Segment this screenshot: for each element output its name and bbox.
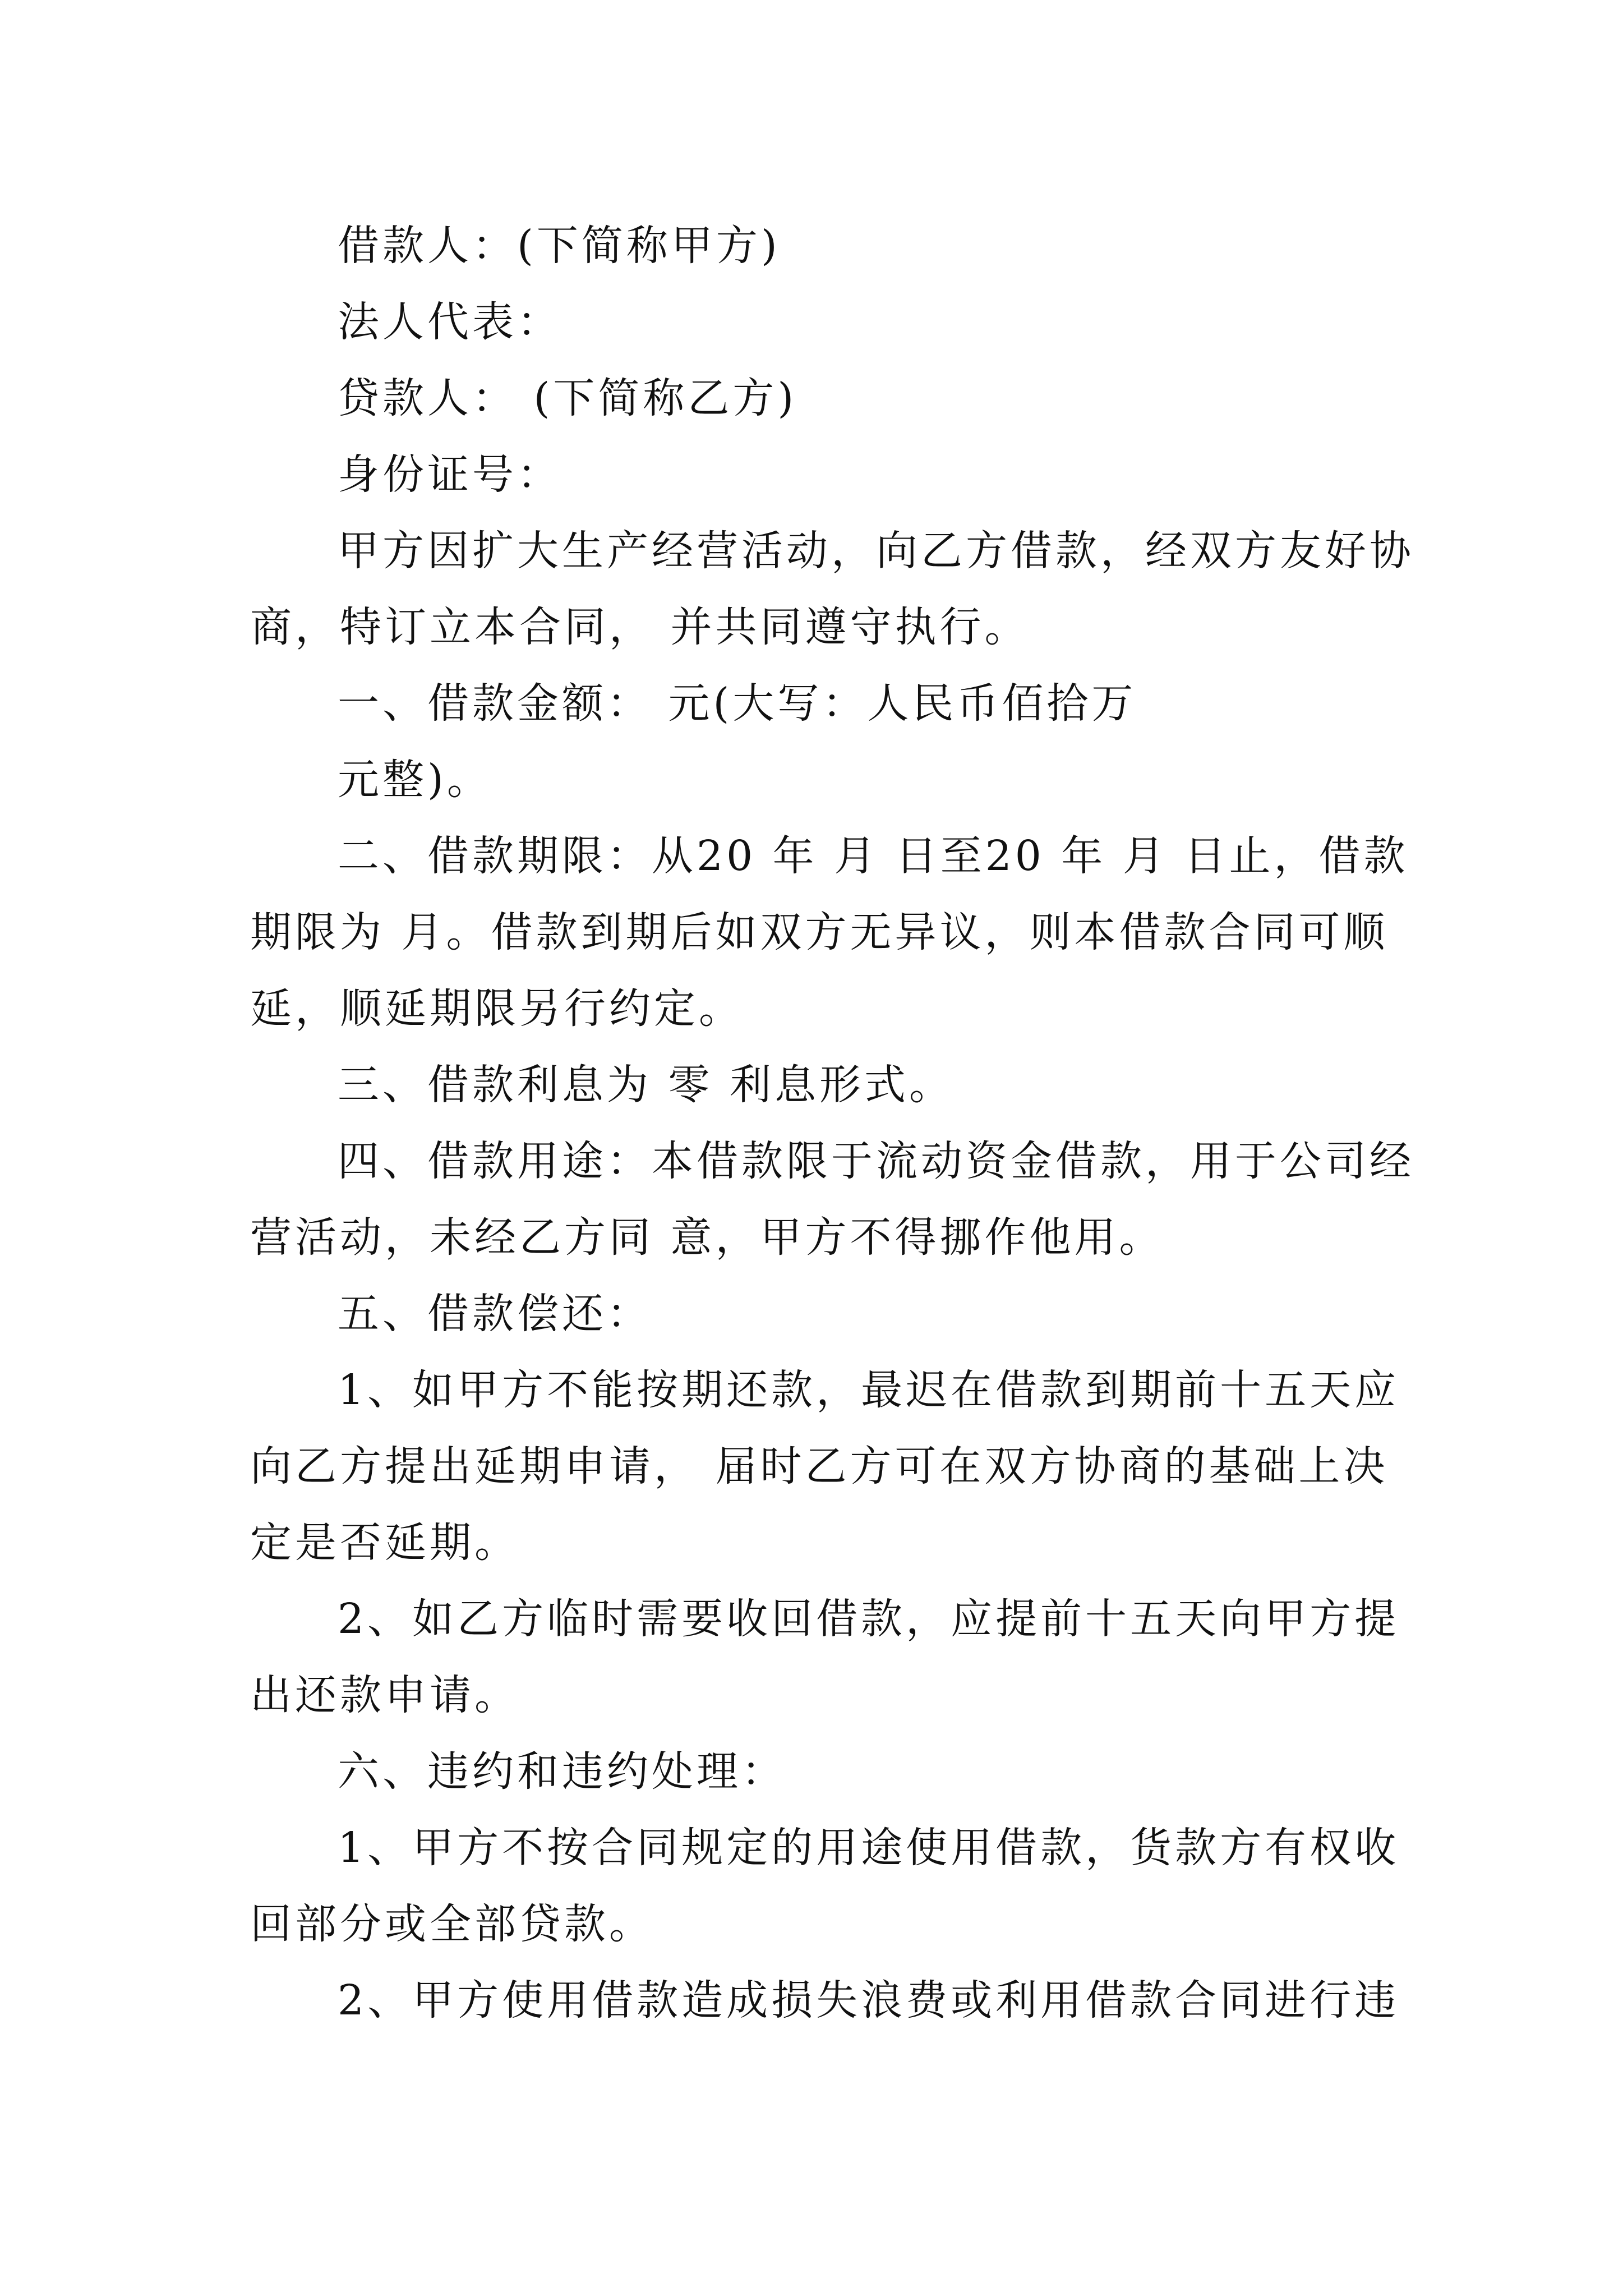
- legal-representative-line: 法人代表：: [338, 298, 562, 346]
- id-number-line: 身份证号：: [338, 450, 562, 499]
- clause-1-line-2: 元整)。: [338, 756, 492, 804]
- clause-2-line-3: 延，顺延期限另行约定。: [250, 984, 744, 1033]
- clause-6-heading: 六、违约和违约处理：: [338, 1747, 786, 1796]
- clause-6-item-1-line-2: 回部分或全部贷款。: [250, 1900, 654, 1948]
- borrower-line: 借款人：(下简称甲方): [338, 222, 781, 270]
- clause-6-item-1-line-1: 1、甲方不按合同规定的用途使用借款，货款方有权收: [338, 1824, 1400, 1872]
- clause-5-heading: 五、借款偿还：: [338, 1290, 652, 1338]
- clause-2-line-2: 期限为 月。借款到期后如双方无异议，则本借款合同可顺: [250, 908, 1389, 956]
- preamble-line-2: 商，特订立本合同， 并共同遵守执行。: [250, 603, 1030, 651]
- clause-1-line-1: 一、借款金额： 元(大写：人民币佰拾万: [338, 679, 1137, 728]
- clause-4-line-2: 营活动，未经乙方同 意，甲方不得挪作他用。: [250, 1213, 1164, 1262]
- clause-5-item-1-line-3: 定是否延期。: [250, 1519, 519, 1567]
- preamble-line-1: 甲方因扩大生产经营活动，向乙方借款，经双方友好协: [338, 527, 1414, 575]
- clause-5-item-1-line-2: 向乙方提出延期申请， 届时乙方可在双方协商的基础上决: [250, 1442, 1389, 1490]
- clause-5-item-2-line-1: 2、如乙方临时需要收回借款，应提前十五天向甲方提: [338, 1595, 1400, 1643]
- clause-5-item-1-line-1: 1、如甲方不能按期还款，最迟在借款到期前十五天应: [338, 1366, 1400, 1414]
- lender-line: 贷款人： (下简称乙方): [338, 374, 797, 422]
- clause-5-item-2-line-2: 出还款申请。: [250, 1671, 519, 1719]
- clause-6-item-2-line-1: 2、甲方使用借款造成损失浪费或利用借款合同进行违: [338, 1976, 1400, 2024]
- clause-3-line-1: 三、借款利息为 零 利息形式。: [338, 1061, 955, 1109]
- clause-2-line-1: 二、借款期限：从20 年 月 日至20 年 月 日止，借款: [338, 832, 1409, 880]
- clause-4-line-1: 四、借款用途：本借款限于流动资金借款，用于公司经: [338, 1137, 1414, 1185]
